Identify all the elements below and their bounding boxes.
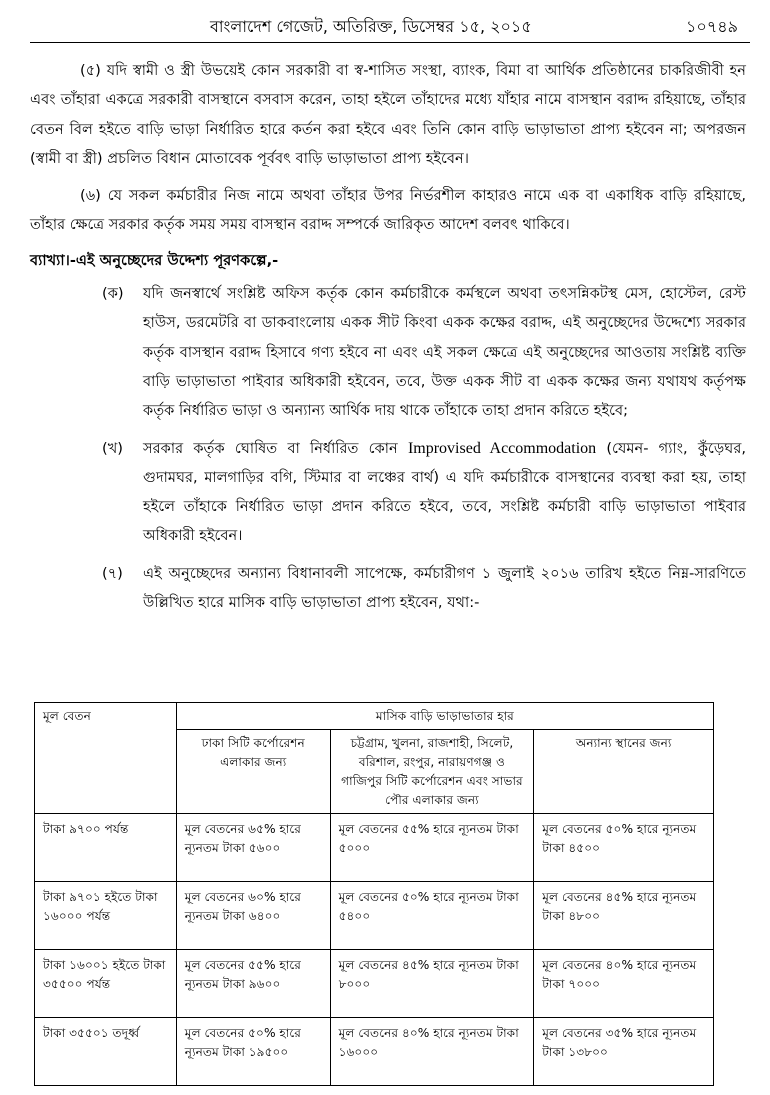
cell-basic: টাকা ৯৭০১ হইতে টাকা ১৬০০০ পর্যন্ত <box>35 882 177 950</box>
table-header-row <box>35 703 714 730</box>
cell-other: মূল বেতনের ৩৫% হারে ন্যূনতম টাকা ১৩৮০০ <box>534 1018 714 1086</box>
clause-7-mark: (৭) <box>102 564 123 582</box>
header-other: অন্যান্য স্থানের জন্য <box>534 730 714 814</box>
clause-kha-latin-term: Improvised Accommodation <box>407 439 597 457</box>
table-row <box>35 1018 714 1086</box>
cell-divisional: মূল বেতনের ৫০% হারে ন্যূনতম টাকা ৫৪০০ <box>330 882 534 950</box>
cell-basic: টাকা ৯৭০০ পর্যন্ত <box>35 814 177 882</box>
cell-dhaka: মূল বেতনের ৫০% হারে ন্যূনতম টাকা ১৯৫০০ <box>176 1018 330 1086</box>
header-divisional: চট্টগ্রাম, খুলনা, রাজশাহী, সিলেট, বরিশাল, রংপুর, নারায়ণগঞ্জ ও গাজিপুর সিটি কর্পোরেশন এবং সাভার পৌর এলাকার জন্য <box>330 730 534 814</box>
clause-ka-text: যদি জনস্বার্থে সংশ্লিষ্ট অফিস কর্তৃক কোন কর্মচারীকে কর্মস্থলে অথবা তৎসন্নিকটস্থ মেস, হোস্টেল, রেস্ট হাউস, ডরমেটরি বা ডাকবাংলোয় একক সীট কিংবা একক কক্ষের বরাদ্দ, এই অনুচ্ছেদের উদ্দেশ্যে সরকার কর্তৃক বাসস্থান বরাদ্দ হিসাবে গণ্য হইবে না এবং এই সকল ক্ষেত্রে এই অনুচ্ছেদের আওতায় সংশ্লিষ্ট ব্যক্তি বাড়ি ভাড়াভাতা পাইবার অধিকারী হইবেন, তবে, উক্ত একক সীট বা একক কক্ষের জন্য যথাযথ কর্তৃপক্ষ কর্তৃক নির্ধারিত ভাড়া ও অন্যান্য আর্থিক দায় থাকে তাঁহাকে তাহা প্রদান করিতে হইবে; <box>143 285 746 420</box>
document-body <box>30 56 746 625</box>
clause-kha-text-before: সরকার কর্তৃক ঘোষিত বা নির্ধারিত কোন <box>143 439 398 457</box>
clause-kha-text-after: (যেমন- গ্যাং, কুঁড়েঘর, গুদামঘর, মালগাড়ির বগি, স্টিমার বা লঞ্চের বার্থ) এ যদি কর্মচারীকে বাসস্থানের ব্যবস্থা করা হয়, তাহা হইলে তাঁহাকে নির্ধারিত ভাড়া প্রদান করিতে হইবে, তবে, সংশ্লিষ্ট কর্মচারী বাড়ি ভাড়াভাতা পাইবার অধিকারী হইবেন। <box>143 439 746 545</box>
header-rule <box>30 42 750 43</box>
table-row <box>35 950 714 1018</box>
cell-divisional: মূল বেতনের ৫৫% হারে ন্যূনতম টাকা ৫০০০ <box>330 814 534 882</box>
cell-divisional: মূল বেতনের ৪০% হারে ন্যূনতম টাকা ১৬০০০ <box>330 1018 534 1086</box>
cell-other: মূল বেতনের ৪৫% হারে ন্যূনতম টাকা ৪৮০০ <box>534 882 714 950</box>
cell-other: মূল বেতনের ৪০% হারে ন্যূনতম টাকা ৭০০০ <box>534 950 714 1018</box>
header-rate-group: মাসিক বাড়ি ভাড়াভাতার হার <box>176 703 713 730</box>
gazette-title: বাংলাদেশ গেজেট, অতিরিক্ত, ডিসেম্বর ১৫, ২০১৫ <box>210 17 532 36</box>
paragraph-5: (৫) যদি স্বামী ও স্ত্রী উভয়েই কোন সরকারী বা স্ব-শাসিত সংস্থা, ব্যাংক, বিমা বা আর্থিক প্রতিষ্ঠানের চাকরিজীবী হন এবং তাঁহারা একত্রে সরকারী বাসস্থানে বসবাস করেন, তাহা হইলে তাঁহাদের মধ্যে যাঁহার নামে বাসস্থান বরাদ্দ রহিয়াছে, তাঁহার বেতন বিল হইতে বাড়ি ভাড়া নির্ধারিত হারে কর্তন করা হইবে এবং তিনি কোন বাড়ি ভাড়াভাতা প্রাপ্য হইবেন না; অপরজন (স্বামী বা স্ত্রী) প্রচলিত বিধান মোতাবেক পূর্ববৎ বাড়ি ভাড়াভাতা প্রাপ্য হইবেন। <box>30 62 746 167</box>
clause-ka <box>30 279 746 425</box>
table-row <box>35 882 714 950</box>
page-number: ১০৭৪৯ <box>686 17 738 36</box>
clause-kha-mark: (খ) <box>102 439 123 457</box>
explanation-heading: ব্যাখ্যা।-এই অনুচ্ছেদের উদ্দেশ্য পূরণকল্পে,- <box>30 251 279 269</box>
clause-7-text: এই অনুচ্ছেদের অন্যান্য বিধানাবলী সাপেক্ষে, কর্মচারীগণ ১ জুলাই ২০১৬ তারিখ হইতে নিম্ন-সারণিতে উল্লিখিত হারে মাসিক বাড়ি ভাড়াভাতা প্রাপ্য হইবেন, যথা:- <box>143 564 746 612</box>
clause-ka-mark: (ক) <box>102 285 124 303</box>
cell-dhaka: মূল বেতনের ৬৫% হারে ন্যূনতম টাকা ৫৬০০ <box>176 814 330 882</box>
table-row <box>35 814 714 882</box>
house-rent-table <box>34 702 714 1086</box>
cell-basic: টাকা ৩৫৫০১ তদূর্ধ্ব <box>35 1018 177 1086</box>
cell-dhaka: মূল বেতনের ৬০% হারে ন্যূনতম টাকা ৬৪০০ <box>176 882 330 950</box>
header-dhaka: ঢাকা সিটি কর্পোরেশন এলাকার জন্য <box>176 730 330 814</box>
clause-7 <box>30 559 746 618</box>
cell-divisional: মূল বেতনের ৪৫% হারে ন্যূনতম টাকা ৮০০০ <box>330 950 534 1018</box>
cell-dhaka: মূল বেতনের ৫৫% হারে ন্যূনতম টাকা ৯৬০০ <box>176 950 330 1018</box>
header-basic-pay: মূল বেতন <box>35 703 177 814</box>
paragraph-6: (৬) যে সকল কর্মচারীর নিজ নামে অথবা তাঁহার উপর নির্ভরশীল কাহারও নামে এক বা একাধিক বাড়ি রহিয়াছে, তাঁহার ক্ষেত্রে সরকার কর্তৃক সময় সময় বাসস্থান বরাদ্দ সম্পর্কে জারিকৃত আদেশ বলবৎ থাকিবে। <box>30 187 746 234</box>
cell-basic: টাকা ১৬০০১ হইতে টাকা ৩৫৫০০ পর্যন্ত <box>35 950 177 1018</box>
clause-kha <box>30 434 746 551</box>
cell-other: মূল বেতনের ৫০% হারে ন্যূনতম টাকা ৪৫০০ <box>534 814 714 882</box>
page-header <box>30 14 750 42</box>
